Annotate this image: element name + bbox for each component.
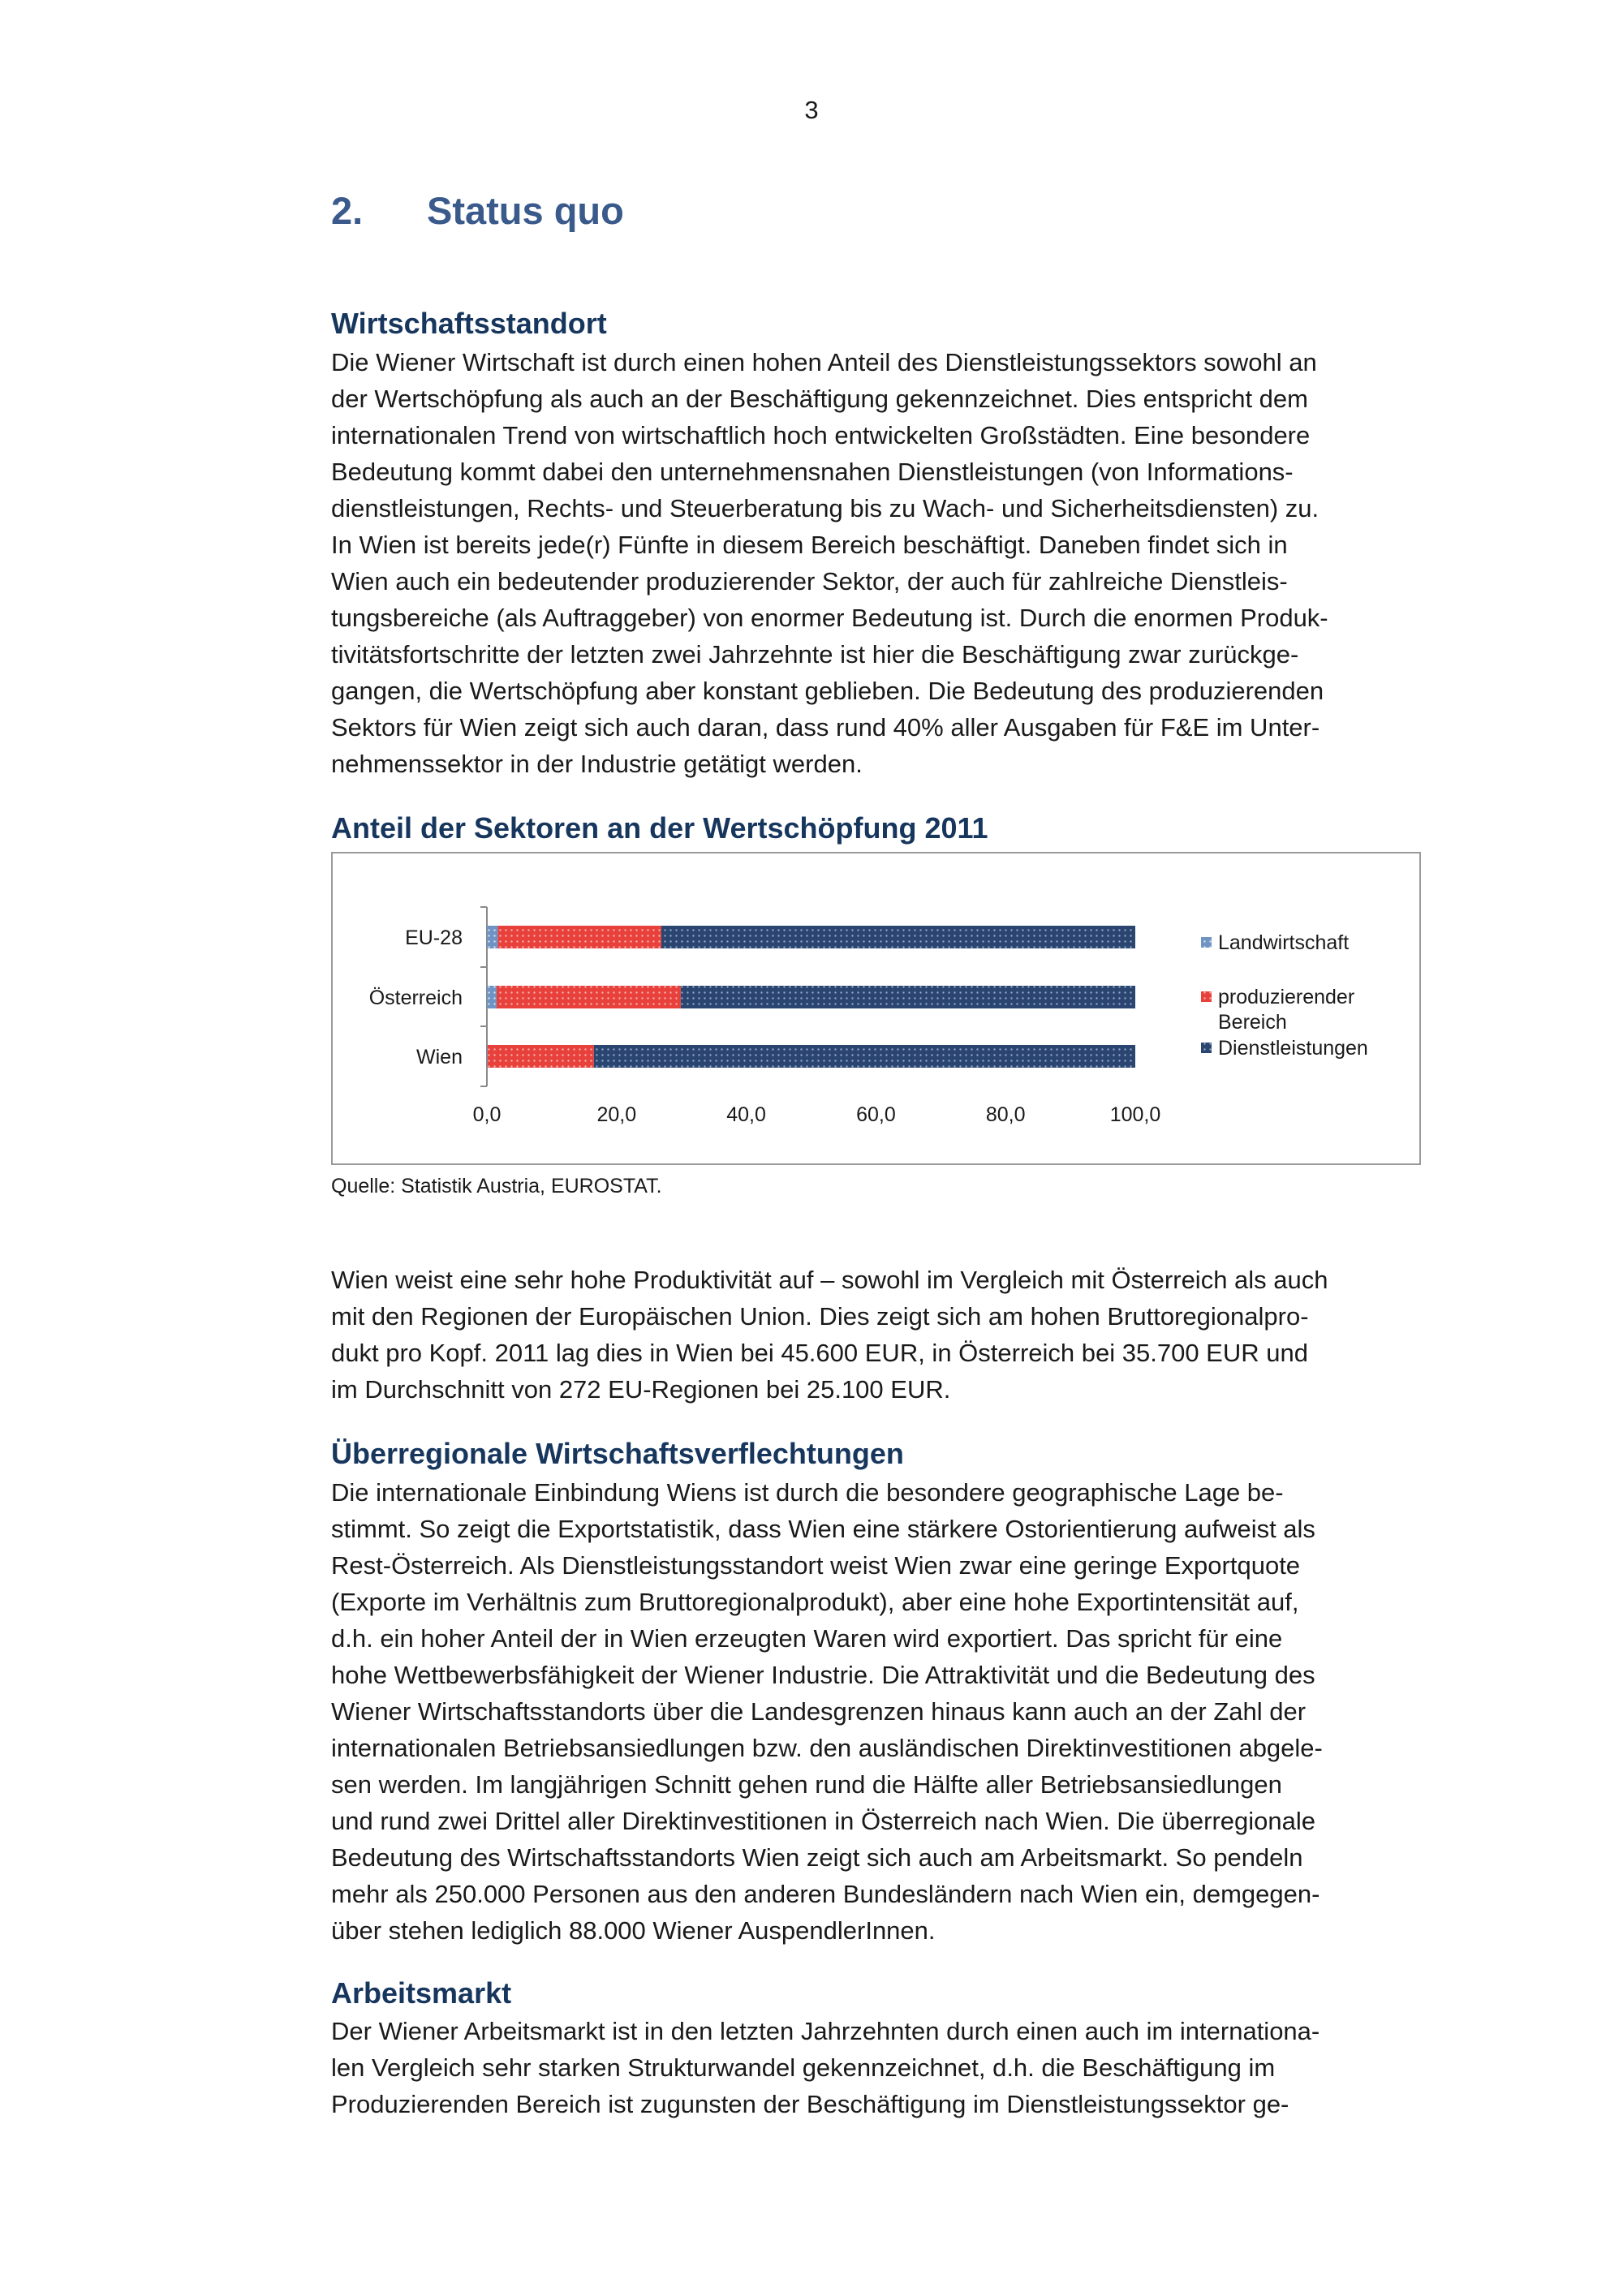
text-line: Bedeutung des Wirtschaftsstandorts Wien zeigt sich auch am Arbeitsmarkt. So pendeln	[331, 1843, 1303, 1872]
text-line: Die internationale Einbindung Wiens ist durch die besondere geographische Lage be-	[331, 1478, 1284, 1507]
text-line: gangen, die Wertschöpfung aber konstant geblieben. Die Bedeutung des produzierenden	[331, 677, 1324, 705]
chart-source-note: Quelle: Statistik Austria, EUROSTAT.	[331, 1175, 662, 1197]
text-line: Wiener Wirtschaftsstandorts über die Landesgrenzen hinaus kann auch an der Zahl der	[331, 1697, 1307, 1726]
bar-segment	[497, 986, 681, 1008]
text-line: und rund zwei Drittel aller Direktinvestitionen in Österreich nach Wien. Die überregionale	[331, 1807, 1316, 1835]
text-line: über stehen lediglich 88.000 Wiener AuspendlerInnen.	[331, 1916, 936, 1945]
chart-heading: Anteil der Sektoren an der Wertschöpfung 2011	[331, 811, 988, 845]
legend-label-line: Bereich	[1218, 1011, 1287, 1034]
paragraph-wirtschaftsstandort	[331, 344, 1423, 782]
paragraph-arbeitsmarkt	[331, 2013, 1423, 2122]
chapter-number: 2.	[331, 189, 364, 232]
category-label: EU-28	[405, 927, 463, 949]
text-line: Sektors für Wien zeigt sich auch daran, dass rund 40% aller Ausgaben für F&E im Unter-	[331, 713, 1320, 742]
text-line: mehr als 250.000 Personen aus den anderen Bundesländern nach Wien ein, demgegen-	[331, 1880, 1320, 1908]
legend-label: Landwirtschaft	[1218, 931, 1350, 954]
text-line: In Wien ist bereits jede(r) Fünfte in diesem Bereich beschäftigt. Daneben findet sich in	[331, 531, 1288, 559]
text-line: (Exporte im Verhältnis zum Bruttoregionalprodukt), aber eine hohe Exportintensität auf,	[331, 1588, 1299, 1616]
text-line: tungsbereiche (als Auftraggeber) von enormer Bedeutung ist. Durch die enormen Produk-	[331, 604, 1328, 632]
text-line: sen werden. Im langjährigen Schnitt gehen rund die Hälfte aller Betriebsansiedlungen	[331, 1770, 1282, 1799]
chart-frame	[331, 852, 1421, 1165]
text-line: internationalen Trend von wirtschaftlich hoch entwickelten Großstädten. Eine besondere	[331, 421, 1311, 449]
text-line: Bedeutung kommt dabei den unternehmensnahen Dienstleistungen (von Informations-	[331, 458, 1294, 486]
text-line: Wien auch ein bedeutender produzierender Sektor, der auch für zahlreiche Dienstleis-	[331, 567, 1288, 595]
text-line: Die Wiener Wirtschaft ist durch einen hohen Anteil des Dienstleistungssektors sowohl an	[331, 348, 1317, 376]
x-tick-label: 100,0	[1109, 1103, 1161, 1126]
bar-segment	[661, 926, 1135, 948]
chapter-title	[331, 188, 624, 233]
text-line: nehmenssektor in der Industrie getätigt werden.	[331, 750, 863, 778]
text-line: Wien weist eine sehr hohe Produktivität auf – sowohl im Vergleich mit Österreich als auch	[331, 1266, 1328, 1294]
paragraph-productivity	[331, 1262, 1423, 1408]
text-line: stimmt. So zeigt die Exportstatistik, dass Wien eine stärkere Ostorientierung aufweist als	[331, 1515, 1315, 1543]
category-label: Österreich	[368, 987, 463, 1009]
legend-swatch	[1201, 937, 1212, 948]
legend-label-line: produzierender	[1218, 986, 1355, 1008]
legend-swatch	[1201, 1043, 1212, 1053]
category-label: Wien	[416, 1046, 463, 1068]
bar-segment	[498, 926, 661, 948]
sector-share-chart	[333, 853, 1419, 1163]
section-heading-wirtschaftsverflechtungen: Überregionale Wirtschaftsverflechtungen	[331, 1437, 904, 1470]
text-line: dukt pro Kopf. 2011 lag dies in Wien bei 45.600 EUR, in Österreich bei 35.700 EUR und	[331, 1339, 1308, 1367]
x-tick-label: 60,0	[856, 1103, 896, 1126]
x-tick-label: 80,0	[985, 1103, 1026, 1126]
bar-segment	[487, 926, 498, 948]
section-heading-wirtschaftsstandort: Wirtschaftsstandort	[331, 307, 607, 340]
bar-segment	[487, 1045, 488, 1068]
legend-label	[1218, 986, 1354, 1034]
text-line: mit den Regionen der Europäischen Union. Dies zeigt sich am hohen Bruttoregionalpro-	[331, 1302, 1309, 1331]
text-line: Der Wiener Arbeitsmarkt ist in den letzten Jahrzehnten durch einen auch im internationa-	[331, 2017, 1320, 2045]
x-tick-label: 40,0	[726, 1103, 766, 1126]
text-line: der Wertschöpfung als auch an der Beschäftigung gekennzeichnet. Dies entspricht dem	[331, 385, 1308, 413]
text-line: Rest-Österreich. Als Dienstleistungsstandort weist Wien zwar eine geringe Exportquote	[331, 1551, 1301, 1580]
bar-segment	[487, 986, 497, 1008]
bar-segment	[488, 1045, 594, 1068]
text-line: tivitätsfortschritte der letzten zwei Jahrzehnte ist hier die Beschäftigung zwar zurückge-	[331, 640, 1299, 669]
bar-segment	[681, 986, 1135, 1008]
text-line: Produzierenden Bereich ist zugunsten der Beschäftigung im Dienstleistungssektor ge-	[331, 2090, 1289, 2118]
x-tick-label: 0,0	[472, 1103, 502, 1126]
section-heading-arbeitsmarkt: Arbeitsmarkt	[331, 1976, 512, 2010]
legend-label: Dienstleistungen	[1218, 1037, 1368, 1060]
chapter-title-text: Status quo	[427, 189, 624, 232]
page-number: 3	[804, 96, 819, 124]
text-line: hohe Wettbewerbsfähigkeit der Wiener Industrie. Die Attraktivität und die Bedeutung des	[331, 1661, 1315, 1689]
text-line: im Durchschnitt von 272 EU-Regionen bei 25.100 EUR.	[331, 1375, 951, 1404]
x-tick-label: 20,0	[596, 1103, 637, 1126]
text-line: d.h. ein hoher Anteil der in Wien erzeugten Waren wird exportiert. Das spricht für eine	[331, 1624, 1283, 1653]
text-line: internationalen Betriebsansiedlungen bzw. den ausländischen Direktinvestitionen abgele-	[331, 1734, 1323, 1762]
text-line: len Vergleich sehr starken Strukturwandel gekennzeichnet, d.h. die Beschäftigung im	[331, 2053, 1276, 2082]
paragraph-wirtschaftsverflechtungen	[331, 1474, 1423, 1949]
bar-segment	[594, 1045, 1135, 1068]
legend-swatch	[1201, 991, 1212, 1002]
text-line: dienstleistungen, Rechts- und Steuerberatung bis zu Wach- und Sicherheitsdiensten) zu.	[331, 494, 1319, 522]
